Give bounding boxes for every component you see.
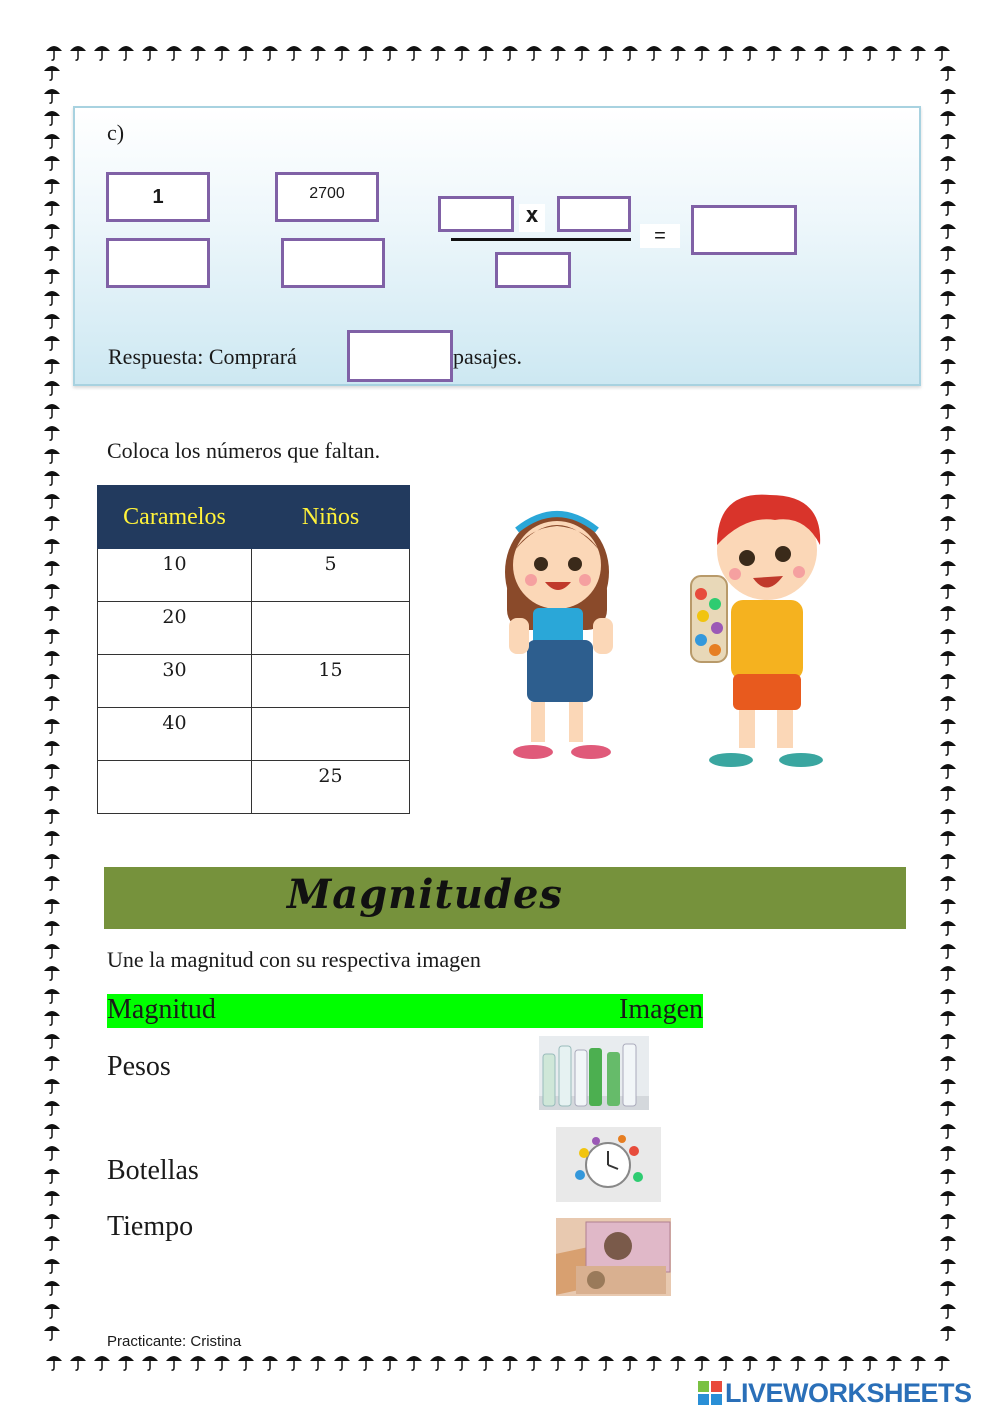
umbrella-icon: [42, 1255, 62, 1275]
umbrella-icon: [42, 1210, 62, 1230]
umbrella-icon: [116, 1352, 136, 1372]
umbrella-icon: [692, 42, 712, 62]
umbrella-icon: [938, 557, 958, 577]
umbrella-icon: [92, 42, 112, 62]
umbrella-icon: [42, 1052, 62, 1072]
umbrella-icon: [938, 1210, 958, 1230]
umbrella-icon: [42, 242, 62, 262]
magnitudes-banner: [104, 867, 906, 929]
box-bottom-right-input[interactable]: [281, 238, 385, 288]
table-row: [98, 708, 410, 761]
umbrella-icon: [938, 1075, 958, 1095]
umbrella-icon: [860, 1352, 880, 1372]
umbrella-icon: [740, 1352, 760, 1372]
umbrella-icon: [188, 42, 208, 62]
umbrella-icon: [140, 1352, 160, 1372]
umbrella-icon: [42, 1232, 62, 1252]
umbrella-icon: [404, 1352, 424, 1372]
umbrella-icon: [42, 490, 62, 510]
umbrella-icon: [284, 1352, 304, 1372]
umbrella-icon: [788, 42, 808, 62]
umbrella-icon: [44, 1352, 64, 1372]
answer-input[interactable]: [350, 333, 450, 379]
umbrella-icon: [938, 242, 958, 262]
umbrella-icon: [92, 1352, 112, 1372]
umbrella-icon: [42, 647, 62, 667]
input-bottom-right[interactable]: [284, 241, 382, 285]
umbrella-icon: [42, 827, 62, 847]
umbrella-icon: [938, 1007, 958, 1027]
umbrella-icon: [42, 1142, 62, 1162]
umbrella-icon: [42, 107, 62, 127]
umbrella-icon: [938, 872, 958, 892]
umbrella-icon: [938, 647, 958, 667]
umbrella-icon: [42, 737, 62, 757]
umbrella-icon: [938, 220, 958, 240]
umbrella-icon: [42, 512, 62, 532]
umbrella-icon: [596, 42, 616, 62]
umbrella-icon: [42, 985, 62, 1005]
umbrella-icon: [42, 602, 62, 622]
candies-table: [97, 485, 410, 814]
umbrella-icon: [212, 1352, 232, 1372]
umbrella-icon: [938, 962, 958, 982]
umbrella-icon: [938, 782, 958, 802]
umbrella-icon: [524, 42, 544, 62]
umbrella-icon: [42, 332, 62, 352]
umbrella-icon: [140, 42, 160, 62]
umbrella-border-left: [42, 62, 62, 1352]
umbrella-icon: [938, 850, 958, 870]
author-credit: Practicante: Cristina: [107, 1333, 242, 1350]
umbrella-icon: [938, 1255, 958, 1275]
problem-panel: [73, 106, 921, 386]
table-cell-input[interactable]: [252, 602, 410, 655]
umbrella-border-bottom: [44, 1352, 956, 1372]
umbrella-icon: [42, 422, 62, 442]
input-denominator[interactable]: [498, 255, 568, 285]
umbrella-icon: [812, 42, 832, 62]
umbrella-icon: [938, 445, 958, 465]
umbrella-icon: [938, 692, 958, 712]
umbrella-icon: [938, 85, 958, 105]
table-row: [98, 655, 410, 708]
umbrella-icon: [932, 42, 952, 62]
umbrella-icon: [500, 1352, 520, 1372]
umbrella-icon: [938, 917, 958, 937]
umbrella-icon: [938, 580, 958, 600]
umbrella-icon: [938, 1052, 958, 1072]
times-symbol: x: [519, 204, 545, 232]
umbrella-icon: [716, 42, 736, 62]
umbrella-icon: [42, 220, 62, 240]
umbrella-icon: [42, 557, 62, 577]
answer-suffix: pasajes.: [453, 344, 523, 369]
umbrella-icon: [740, 42, 760, 62]
umbrella-icon: [938, 130, 958, 150]
umbrella-icon: [42, 1165, 62, 1185]
umbrella-icon: [284, 42, 304, 62]
umbrella-icon: [938, 805, 958, 825]
umbrella-icon: [42, 962, 62, 982]
umbrella-icon: [500, 42, 520, 62]
result-input[interactable]: [691, 205, 797, 255]
magnitude-item-tiempo[interactable]: Tiempo: [107, 1211, 194, 1242]
umbrella-icon: [938, 985, 958, 1005]
table-cell: 15: [252, 655, 410, 708]
umbrella-icon: [42, 782, 62, 802]
table-cell: 5: [252, 549, 410, 602]
umbrella-icon: [42, 1322, 62, 1342]
table-cell: 25: [252, 761, 410, 814]
umbrella-icon: [42, 130, 62, 150]
umbrella-icon: [938, 1165, 958, 1185]
umbrella-icon: [452, 42, 472, 62]
table-row: [98, 602, 410, 655]
magnitude-item-pesos[interactable]: Pesos: [107, 1051, 171, 1082]
umbrella-icon: [42, 175, 62, 195]
header-ninos: Niños: [252, 486, 410, 549]
umbrella-icon: [42, 1120, 62, 1140]
problem-label: c): [107, 120, 125, 145]
umbrella-icon: [428, 42, 448, 62]
umbrella-icon: [42, 715, 62, 735]
umbrella-icon: [308, 1352, 328, 1372]
umbrella-icon: [938, 670, 958, 690]
umbrella-icon: [44, 42, 64, 62]
umbrella-icon: [938, 197, 958, 217]
umbrella-icon: [860, 42, 880, 62]
umbrella-icon: [42, 467, 62, 487]
liveworksheets-brand: LIVEWORKSHEETS: [725, 1377, 972, 1408]
input-numerator-left[interactable]: [441, 199, 511, 229]
table-instruction: Coloca los números que faltan.: [107, 438, 381, 463]
umbrella-icon: [452, 1352, 472, 1372]
table-cell: 30: [98, 655, 252, 708]
table-row: [98, 761, 410, 814]
umbrella-icon: [938, 1300, 958, 1320]
umbrella-icon: [932, 1352, 952, 1372]
table-cell: 10: [98, 549, 252, 602]
umbrella-icon: [572, 42, 592, 62]
umbrella-icon: [164, 1352, 184, 1372]
umbrella-icon: [836, 42, 856, 62]
umbrella-icon: [938, 512, 958, 532]
umbrella-icon: [548, 42, 568, 62]
answer-prefix: Respuesta: Comprará: [108, 344, 297, 369]
umbrella-icon: [716, 1352, 736, 1372]
fraction-bar: [451, 238, 631, 241]
umbrella-icon: [188, 1352, 208, 1372]
umbrella-icon: [42, 265, 62, 285]
umbrella-icon: [332, 42, 352, 62]
umbrella-icon: [764, 1352, 784, 1372]
header-imagen: Imagen: [619, 994, 703, 1025]
umbrella-icon: [548, 1352, 568, 1372]
umbrella-icon: [524, 1352, 544, 1372]
input-result[interactable]: [694, 208, 794, 252]
umbrella-icon: [668, 1352, 688, 1372]
umbrella-icon: [938, 1142, 958, 1162]
umbrella-icon: [938, 535, 958, 555]
umbrella-icon: [938, 1030, 958, 1050]
table-cell: 40: [98, 708, 252, 761]
umbrella-icon: [236, 42, 256, 62]
umbrella-icon: [42, 940, 62, 960]
umbrella-icon: [42, 625, 62, 645]
umbrella-icon: [938, 467, 958, 487]
umbrella-icon: [42, 310, 62, 330]
umbrella-icon: [938, 107, 958, 127]
table-cell-input[interactable]: [98, 761, 252, 814]
umbrella-icon: [938, 1277, 958, 1297]
umbrella-icon: [42, 895, 62, 915]
umbrella-icon: [236, 1352, 256, 1372]
umbrella-icon: [42, 850, 62, 870]
umbrella-icon: [938, 490, 958, 510]
magnitude-item-botellas[interactable]: Botellas: [107, 1155, 199, 1186]
umbrella-icon: [42, 1097, 62, 1117]
umbrella-icon: [42, 1075, 62, 1095]
umbrella-icon: [42, 1277, 62, 1297]
liveworksheets-logo-icon: [698, 1381, 722, 1405]
umbrella-icon: [938, 1322, 958, 1342]
boy-illustration: [691, 495, 823, 767]
umbrella-icon: [380, 1352, 400, 1372]
umbrella-icon: [938, 400, 958, 420]
umbrella-icon: [938, 287, 958, 307]
umbrella-icon: [938, 602, 958, 622]
answer-input-box[interactable]: [347, 330, 453, 382]
umbrella-icon: [68, 1352, 88, 1372]
umbrella-icon: [836, 1352, 856, 1372]
umbrella-icon: [42, 917, 62, 937]
umbrella-icon: [938, 152, 958, 172]
umbrella-icon: [42, 197, 62, 217]
umbrella-icon: [116, 42, 136, 62]
umbrella-icon: [938, 422, 958, 442]
umbrella-icon: [788, 1352, 808, 1372]
table-cell-input[interactable]: [252, 708, 410, 761]
umbrella-icon: [42, 1030, 62, 1050]
input-bottom-left[interactable]: [109, 241, 207, 285]
umbrella-icon: [380, 42, 400, 62]
umbrella-border-top: [44, 42, 956, 62]
umbrella-icon: [42, 535, 62, 555]
umbrella-icon: [42, 805, 62, 825]
umbrella-icon: [42, 760, 62, 780]
table-row: [98, 549, 410, 602]
umbrella-border-right: [938, 62, 958, 1352]
header-caramelos: Caramelos: [98, 486, 252, 549]
umbrella-icon: [476, 42, 496, 62]
umbrella-icon: [908, 1352, 928, 1372]
umbrella-icon: [668, 42, 688, 62]
umbrella-icon: [260, 1352, 280, 1372]
umbrella-icon: [212, 42, 232, 62]
denominator-input[interactable]: [495, 252, 571, 288]
umbrella-icon: [938, 1187, 958, 1207]
umbrella-icon: [356, 1352, 376, 1372]
umbrella-icon: [42, 377, 62, 397]
clock-image[interactable]: [556, 1127, 661, 1202]
umbrella-icon: [42, 85, 62, 105]
umbrella-icon: [938, 310, 958, 330]
umbrella-icon: [938, 62, 958, 82]
umbrella-icon: [404, 42, 424, 62]
box-top-right: 2700: [275, 172, 379, 222]
umbrella-icon: [908, 42, 928, 62]
umbrella-icon: [572, 1352, 592, 1372]
umbrella-icon: [42, 692, 62, 712]
umbrella-icon: [596, 1352, 616, 1372]
magnitudes-header-bar: [107, 994, 703, 1028]
umbrella-icon: [42, 580, 62, 600]
numerator-right-input[interactable]: [557, 196, 631, 232]
umbrella-icon: [308, 42, 328, 62]
umbrella-icon: [938, 760, 958, 780]
table-header-row: [98, 486, 410, 549]
umbrella-icon: [938, 355, 958, 375]
girl-illustration: [505, 514, 613, 759]
umbrella-icon: [938, 1232, 958, 1252]
umbrella-icon: [356, 42, 376, 62]
magnitudes-title: Magnitudes: [287, 871, 563, 918]
umbrella-icon: [644, 1352, 664, 1372]
umbrella-icon: [938, 827, 958, 847]
umbrella-icon: [42, 355, 62, 375]
umbrella-icon: [428, 1352, 448, 1372]
umbrella-icon: [42, 400, 62, 420]
umbrella-icon: [938, 625, 958, 645]
umbrella-icon: [938, 737, 958, 757]
umbrella-icon: [620, 42, 640, 62]
box-bottom-left-input[interactable]: [106, 238, 210, 288]
umbrella-icon: [42, 1300, 62, 1320]
umbrella-icon: [42, 62, 62, 82]
umbrella-icon: [938, 940, 958, 960]
umbrella-icon: [644, 42, 664, 62]
kids-illustration: [495, 490, 835, 775]
umbrella-icon: [938, 175, 958, 195]
umbrella-icon: [938, 895, 958, 915]
umbrella-icon: [68, 42, 88, 62]
umbrella-icon: [692, 1352, 712, 1372]
header-magnitud: Magnitud: [107, 994, 216, 1025]
input-numerator-right[interactable]: [560, 199, 628, 229]
umbrella-icon: [260, 42, 280, 62]
box-top-left: 1: [106, 172, 210, 222]
banknotes-image[interactable]: [556, 1218, 671, 1296]
umbrella-icon: [938, 1097, 958, 1117]
umbrella-icon: [884, 1352, 904, 1372]
umbrella-icon: [938, 1120, 958, 1140]
umbrella-icon: [938, 715, 958, 735]
umbrella-icon: [42, 1187, 62, 1207]
umbrella-icon: [764, 42, 784, 62]
umbrella-icon: [42, 287, 62, 307]
umbrella-icon: [938, 332, 958, 352]
equals-symbol: =: [640, 224, 680, 248]
umbrella-icon: [476, 1352, 496, 1372]
umbrella-icon: [938, 265, 958, 285]
umbrella-icon: [42, 1007, 62, 1027]
umbrella-icon: [332, 1352, 352, 1372]
liveworksheets-logo: [698, 1378, 972, 1408]
umbrella-icon: [42, 670, 62, 690]
umbrella-icon: [42, 152, 62, 172]
bottles-image[interactable]: [539, 1036, 649, 1110]
magnitudes-instruction: Une la magnitud con su respectiva imagen: [107, 947, 481, 972]
umbrella-icon: [42, 445, 62, 465]
umbrella-icon: [812, 1352, 832, 1372]
umbrella-icon: [884, 42, 904, 62]
umbrella-icon: [164, 42, 184, 62]
umbrella-icon: [42, 872, 62, 892]
umbrella-icon: [938, 377, 958, 397]
table-cell: 20: [98, 602, 252, 655]
numerator-left-input[interactable]: [438, 196, 514, 232]
umbrella-icon: [620, 1352, 640, 1372]
